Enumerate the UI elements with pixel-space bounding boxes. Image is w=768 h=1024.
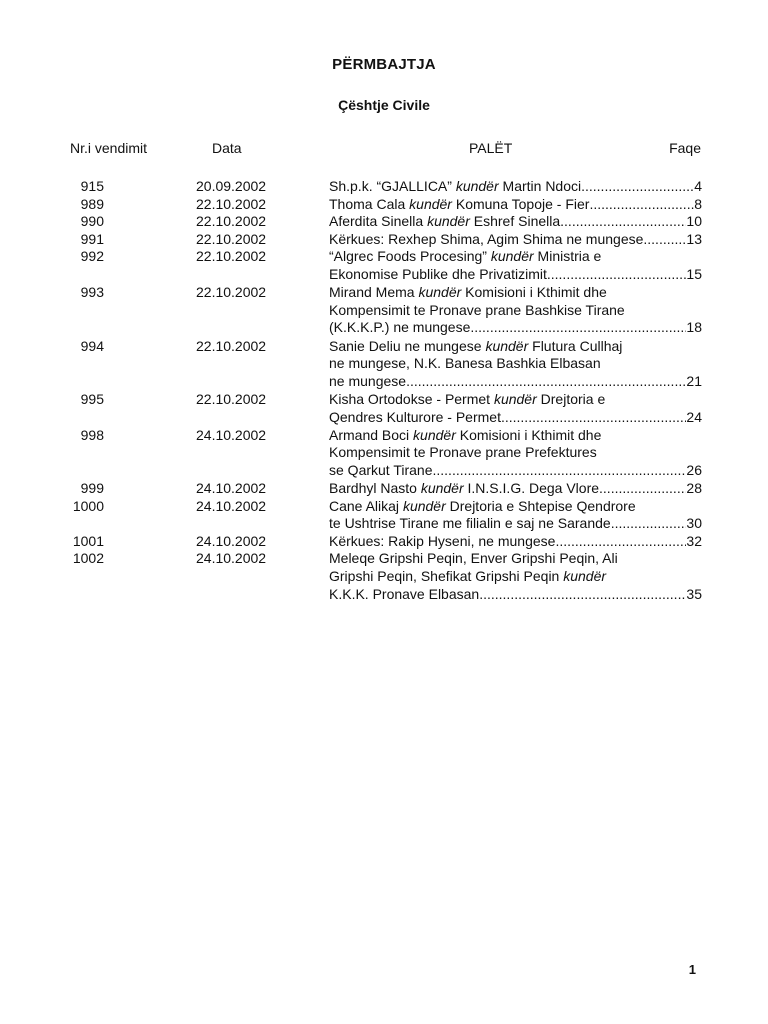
dot-leader (560, 213, 686, 231)
parties-segment: (K.K.K.P.) ne mungese (329, 319, 471, 336)
column-header-page: Faqe (669, 140, 701, 156)
toc-entry (0, 196, 768, 214)
decision-date: 22.10.2002 (196, 284, 267, 301)
decision-date: 20.09.2002 (196, 178, 267, 194)
parties-line (329, 480, 702, 498)
dot-leader (589, 196, 694, 214)
dot-leader (581, 178, 694, 196)
decision-number: 998 (80, 426, 104, 443)
parties-line (329, 302, 702, 320)
parties-segment: Drejtoria e Shtepise Qendrore (445, 497, 636, 514)
parties-segment: Ministria e (533, 248, 602, 265)
parties-description (329, 480, 702, 498)
parties-line (329, 427, 702, 445)
page-reference: 21 (686, 372, 702, 389)
parties-segment: Komisioni i Kthimit dhe (455, 426, 602, 443)
page-reference: 15 (686, 265, 702, 282)
parties-segment: Armand Boci (329, 426, 414, 443)
decision-number: 1001 (72, 532, 104, 549)
decision-date: 24.10.2002 (196, 426, 267, 443)
kunder-keyword: kundër (455, 178, 499, 194)
dot-leader (433, 462, 687, 480)
parties-text (329, 213, 560, 231)
parties-line (329, 266, 702, 284)
kunder-keyword: kundër (493, 390, 537, 407)
parties-segment: Sh.p.k. “GJALLICA” (329, 178, 456, 194)
page-reference: 28 (686, 480, 702, 497)
page-reference: 32 (686, 532, 702, 549)
decision-number: 1000 (72, 497, 104, 514)
decision-date: 24.10.2002 (196, 497, 267, 514)
toc-entry (0, 338, 768, 391)
parties-segment: Kisha Ortodokse - Permet (329, 390, 494, 407)
parties-segment: Ekonomise Publike dhe Privatizimit (329, 265, 547, 282)
parties-line (329, 373, 702, 391)
parties-segment: Kërkues: Rexhep Shima, Agim Shima ne mungese (329, 230, 644, 247)
decision-date: 22.10.2002 (196, 248, 267, 265)
parties-text (329, 391, 605, 407)
kunder-keyword: kundër (409, 195, 452, 212)
dot-leader (555, 533, 686, 551)
parties-description (329, 391, 702, 426)
decision-date: 24.10.2002 (196, 532, 267, 549)
parties-description (329, 231, 702, 249)
decision-date: 22.10.2002 (196, 213, 267, 230)
parties-segment: Qendres Kulturore - Permet (329, 408, 501, 425)
parties-segment: Aferdita Sinella (329, 213, 428, 230)
parties-text (329, 462, 433, 480)
parties-segment: Komisioni i Kthimit dhe (461, 284, 607, 301)
parties-segment: Thoma Cala (329, 195, 410, 212)
parties-segment: Komuna Topoje - Fier (451, 195, 590, 212)
parties-segment: “Algrec Foods Procesing” (329, 248, 491, 265)
parties-segment: Kompensimit te Pronave prane Prefektures (329, 444, 597, 461)
page-reference: 35 (686, 585, 702, 602)
parties-segment: K.K.K. Pronave Elbasan (329, 585, 480, 602)
kunder-keyword: kundër (427, 213, 470, 230)
parties-text (329, 427, 601, 443)
parties-text (329, 231, 643, 249)
parties-segment: Kompensimit te Pronave prane Bashkise Tirane (329, 301, 625, 318)
decision-number: 993 (80, 284, 104, 301)
section-subtitle: Çështje Civile (338, 97, 430, 113)
parties-text (329, 178, 581, 196)
dot-leader (599, 480, 686, 498)
parties-description (329, 178, 702, 196)
parties-segment: Mirand Mema (329, 284, 419, 301)
parties-description (329, 338, 702, 391)
parties-text (329, 444, 597, 460)
parties-description (329, 196, 702, 214)
parties-segment: ne mungese (329, 372, 407, 389)
parties-line (329, 515, 702, 533)
parties-line (329, 248, 702, 266)
parties-segment: I.N.S.I.G. Dega Vlore (463, 480, 600, 497)
page-reference: 18 (686, 319, 702, 336)
kunder-keyword: kundër (413, 426, 456, 443)
parties-description (329, 284, 702, 337)
decision-date: 22.10.2002 (196, 337, 267, 354)
parties-segment: ne mungese, N.K. Banesa Bashkia Elbasan (329, 355, 601, 372)
kunder-keyword: kundër (490, 248, 534, 265)
parties-text (329, 338, 622, 354)
decision-number: 994 (80, 337, 104, 354)
parties-segment: Drejtoria e (536, 390, 606, 407)
dot-leader (611, 515, 687, 533)
toc-entry (0, 480, 768, 498)
kunder-keyword: kundër (418, 284, 462, 301)
kunder-keyword: kundër (485, 337, 529, 354)
decision-number: 915 (80, 178, 104, 194)
parties-text (329, 373, 406, 391)
parties-description (329, 533, 702, 551)
decision-number: 995 (80, 390, 104, 407)
parties-text (329, 355, 601, 371)
parties-text (329, 319, 470, 337)
toc-entry (0, 391, 768, 426)
page-reference: 30 (686, 515, 702, 532)
dot-leader (406, 373, 686, 391)
parties-line (329, 444, 702, 462)
toc-entry (0, 248, 768, 283)
parties-text (329, 302, 625, 318)
page-reference: 24 (686, 408, 702, 425)
parties-description (329, 498, 702, 533)
parties-description (329, 427, 702, 480)
parties-text (329, 409, 501, 427)
toc-entry (0, 178, 768, 196)
parties-text (329, 248, 601, 264)
parties-text (329, 480, 599, 498)
parties-line (329, 498, 702, 516)
page-reference: 10 (686, 213, 702, 230)
decision-number: 999 (80, 480, 104, 497)
parties-line (329, 586, 702, 604)
document-title: PËRMBAJTJA (332, 56, 436, 73)
parties-segment: Martin Ndoci (498, 178, 582, 194)
parties-description (329, 550, 702, 603)
decision-number: 991 (80, 230, 104, 247)
parties-segment: Eshref Sinella (469, 213, 561, 230)
page-reference: 13 (686, 230, 702, 247)
column-header-date: Data (212, 140, 242, 156)
dot-leader (470, 319, 686, 337)
parties-segment: Meleqe Gripshi Peqin, Enver Gripshi Peqin, Ali (329, 550, 618, 567)
decision-date: 22.10.2002 (196, 195, 267, 212)
parties-line (329, 338, 702, 356)
parties-text (329, 266, 547, 284)
parties-line (329, 391, 702, 409)
decision-number: 992 (80, 248, 104, 265)
parties-text (329, 515, 611, 533)
column-header-parties: PALËT (469, 140, 513, 156)
page-reference: 8 (694, 195, 702, 212)
parties-text (329, 568, 606, 584)
parties-segment: se Qarkut Tirane (329, 461, 433, 478)
parties-line (329, 462, 702, 480)
parties-line (329, 213, 702, 231)
toc-entry (0, 533, 768, 551)
toc-entry (0, 498, 768, 533)
toc-entry (0, 213, 768, 231)
parties-line (329, 550, 702, 568)
parties-line (329, 196, 702, 214)
decision-number: 990 (80, 213, 104, 230)
parties-line (329, 231, 702, 249)
parties-segment: Cane Alikaj (329, 497, 403, 514)
parties-description (329, 248, 702, 283)
parties-text (329, 550, 618, 566)
parties-text (329, 498, 636, 514)
parties-line (329, 533, 702, 551)
parties-segment: Sanie Deliu ne mungese (329, 337, 486, 354)
parties-line (329, 284, 702, 302)
page-reference: 4 (694, 178, 702, 194)
toc-entry (0, 550, 768, 603)
parties-segment: Bardhyl Nasto (329, 480, 421, 497)
decision-number: 1002 (72, 550, 104, 567)
dot-leader (479, 586, 686, 604)
kunder-keyword: kundër (402, 497, 446, 514)
decision-date: 22.10.2002 (196, 230, 267, 247)
toc-entry (0, 284, 768, 337)
parties-line (329, 319, 702, 337)
parties-text (329, 533, 555, 551)
parties-text (329, 586, 479, 604)
parties-segment: Flutura Cullhaj (528, 337, 623, 354)
parties-line (329, 409, 702, 427)
dot-leader (501, 409, 686, 427)
dot-leader (547, 266, 687, 284)
decision-number: 989 (80, 195, 104, 212)
kunder-keyword: kundër (420, 480, 464, 497)
parties-line (329, 355, 702, 373)
decision-date: 22.10.2002 (196, 390, 267, 407)
parties-description (329, 213, 702, 231)
parties-text (329, 196, 589, 214)
kunder-keyword: kundër (563, 568, 607, 585)
parties-line (329, 568, 702, 586)
table-of-contents (0, 178, 768, 603)
column-header-decision-number: Nr.i vendimit (70, 140, 148, 156)
toc-entry (0, 231, 768, 249)
page-number: 1 (688, 962, 696, 977)
parties-segment: te Ushtrise Tirane me filialin e saj ne Sarande (329, 515, 611, 532)
decision-date: 24.10.2002 (196, 480, 267, 497)
dot-leader (643, 231, 686, 249)
parties-segment: Gripshi Peqin, Shefikat Gripshi Peqin (329, 568, 564, 585)
parties-segment: Kërkues: Rakip Hyseni, ne mungese (329, 532, 556, 549)
parties-line (329, 178, 702, 196)
decision-date: 24.10.2002 (196, 550, 267, 567)
toc-entry (0, 427, 768, 480)
page-reference: 26 (686, 461, 702, 478)
parties-text (329, 284, 607, 300)
